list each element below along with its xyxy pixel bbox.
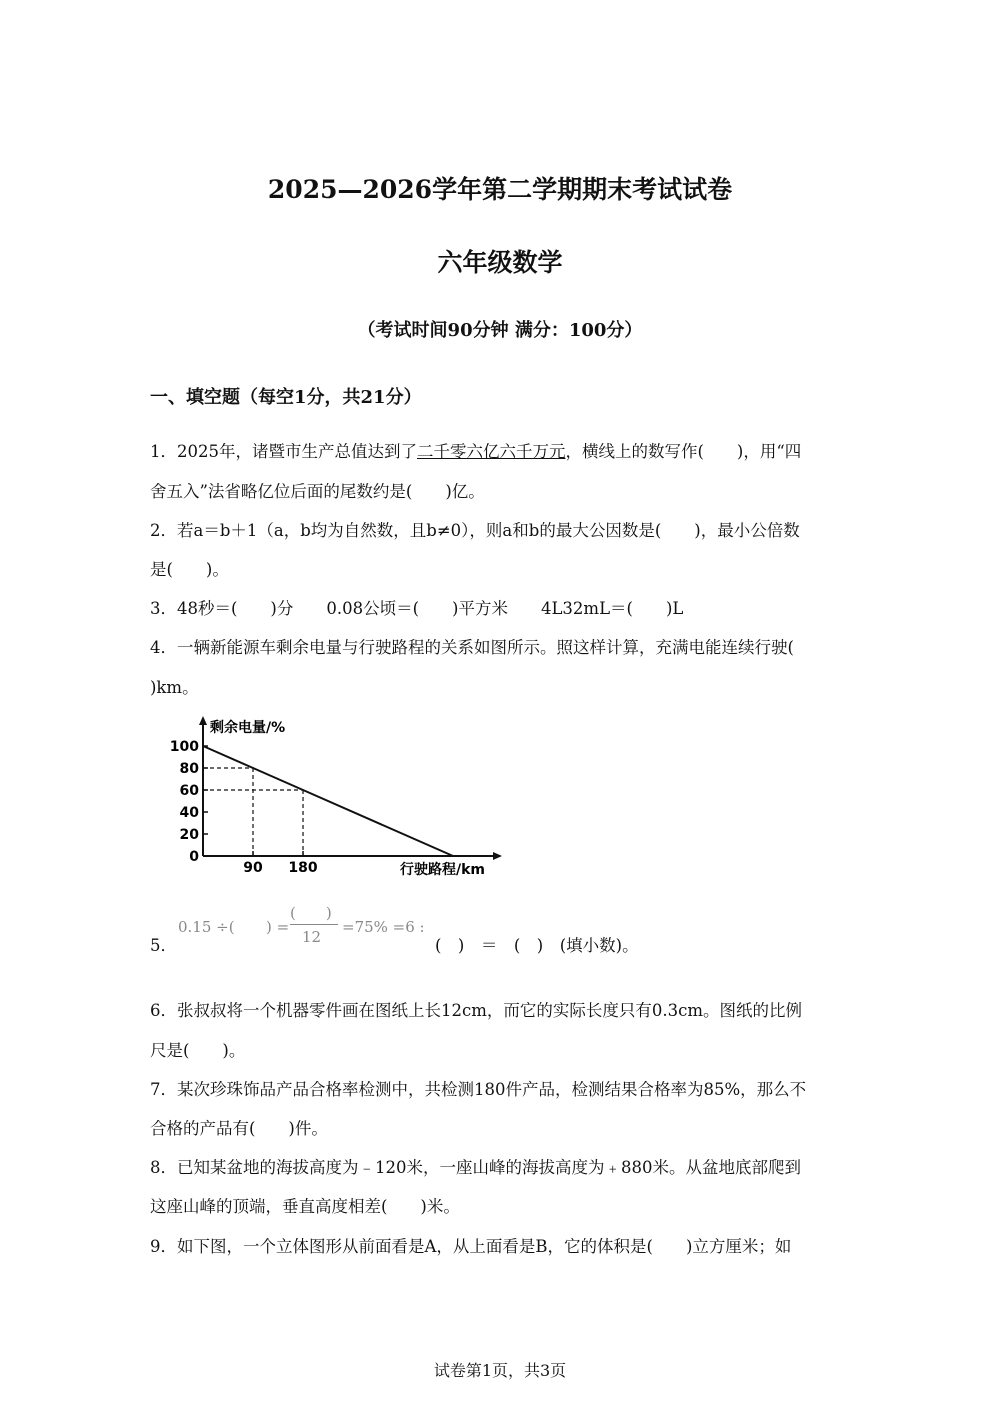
question-8-line-2: 这座山峰的顶端，垂直高度相差( )米。: [150, 1197, 460, 1216]
y-tick-label-60: 60: [179, 783, 199, 799]
q5-frac-denominator: 12: [302, 928, 322, 946]
x-tick-label-90: 90: [243, 860, 263, 876]
y-axis-arrow: [199, 716, 207, 725]
y-tick-label-20: 20: [179, 827, 199, 843]
q5-frac-numerator: ( ): [290, 904, 332, 922]
question-7-line-1: 7．某次珍珠饰品产品合格率检测中，共检测180件产品，检测结果合格率为85%，那么不: [150, 1080, 807, 1099]
q5-tail: ( ) ＝ ( ) (填小数)。: [435, 936, 639, 955]
q5-fraction-bar: [290, 924, 338, 925]
x-tick-label-180: 180: [288, 860, 318, 876]
y-tick-label-0: 0: [189, 849, 199, 865]
q1-underlined-number: 二千零六亿六千万元: [417, 442, 566, 461]
x-axis-arrow: [493, 852, 502, 860]
question-3-line-1: 3．48秒＝( )分 0.08公顷＝( )平方米 4L32mL＝( )L: [150, 599, 684, 618]
question-2-line-1: 2．若a＝b＋1（a，b均为自然数，且b≠0），则a和b的最大公因数是( )，最小公倍数: [150, 521, 800, 540]
x-axis-label: 行驶路程/km: [400, 862, 486, 878]
question-7-line-2: 合格的产品有( )件。: [150, 1119, 328, 1138]
question-5-number: 5．: [150, 936, 177, 955]
q1-text-after: ，横线上的数写作( )，用“四: [565, 442, 802, 461]
question-1-line-1: [150, 438, 801, 462]
question-8-line-1: 8．已知某盆地的海拔高度为﹣120米，一座山峰的海拔高度为﹢880米。从盆地底部爬到: [150, 1158, 801, 1177]
q5-expr-mid: ) =: [266, 918, 290, 936]
question-1-line-2: 舍五入”法省略亿位后面的尾数约是( )亿。: [150, 482, 485, 501]
section-heading: 一、填空题（每空1分，共21分）: [150, 387, 422, 408]
y-tick-label-80: 80: [179, 761, 199, 777]
y-tick-label-100: 100: [169, 739, 199, 755]
y-tick-label-40: 40: [179, 805, 199, 821]
q1-text-before: 1．2025年，诸暨市生产总值达到了: [150, 442, 417, 461]
exam-title: 2025—2026学年第二学期期末考试试卷: [267, 175, 733, 204]
page-footer: 试卷第1页，共3页: [433, 1361, 567, 1380]
chart-axes: [199, 716, 502, 878]
exam-info: （考试时间90分钟 满分：100分）: [357, 320, 643, 341]
exam-subtitle: 六年级数学: [437, 248, 563, 277]
question-2-line-2: 是( )。: [150, 560, 229, 579]
series-line-battery: [203, 746, 453, 856]
y-axis-label: 剩余电量/%: [210, 720, 286, 736]
question-9-line-1: 9．如下图，一个立体图形从前面看是A，从上面看是B，它的体积是( )立方厘米；如: [150, 1237, 792, 1256]
q5-expr-right: =75% =6 :: [342, 918, 425, 936]
battery-distance-chart: [160, 710, 520, 880]
question-5: [150, 900, 850, 960]
q5-expr-left: 0.15 ÷(: [178, 918, 235, 936]
question-4-line-2: )km。: [150, 678, 199, 697]
question-6-line-2: 尺是( )。: [150, 1041, 246, 1060]
question-4-line-1: 4．一辆新能源车剩余电量与行驶路程的关系如图所示。照这样计算，充满电能连续行驶(: [150, 638, 794, 657]
question-6-line-1: 6．张叔叔将一个机器零件画在图纸上长12cm，而它的实际长度只有0.3cm。图纸的比例: [150, 1001, 803, 1020]
